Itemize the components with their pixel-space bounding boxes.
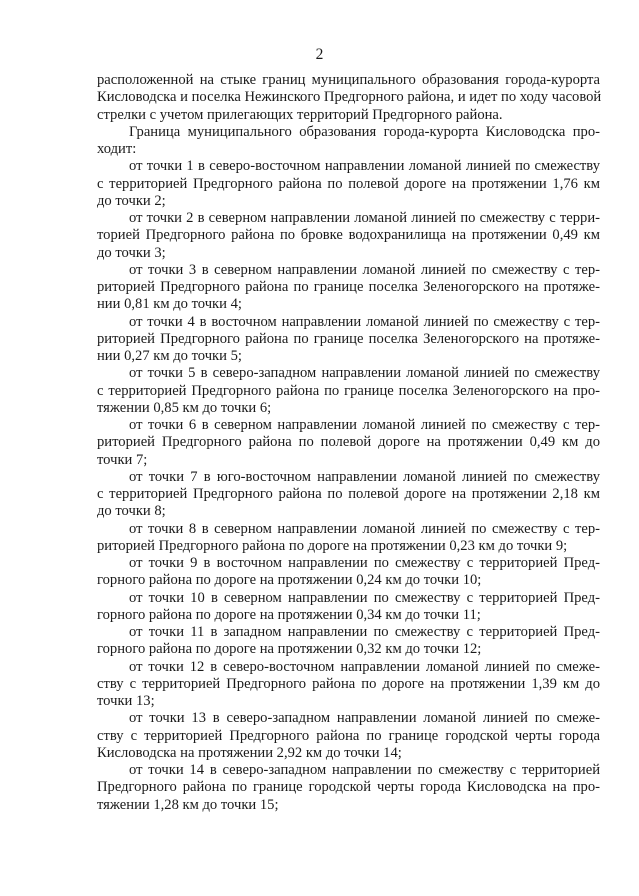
text-line: от точки 7 в юго-восточном направлении ломаной линией по смежеству [129, 468, 600, 485]
text-line: с территорией Предгорного района по полевой дороге на протяжении 2,18 км [97, 486, 600, 502]
text-line: горного района по дороге на протяжении 0,32 км до точки 12; [97, 641, 482, 658]
text-line: Граница муниципального образования города-курорта Кисловодска про- [129, 123, 600, 140]
text-line: до точки 2; [97, 192, 166, 209]
text-line: Кисловодска и поселка Нежинского Предгорного района, и идет по ходу часовой [97, 89, 602, 106]
text-line: риторией Предгорного района по полевой дороге на протяжении 0,49 км до [97, 434, 600, 451]
text-line: от точки 5 в северо-западном направлении ломаной линией по смежеству [129, 365, 600, 382]
text-line: от точки 13 в северо-западном направлении ломаной линией по смеже- [129, 710, 600, 727]
text-line: стрелки с учетом прилегающих территорий Предгорного района. [97, 106, 503, 123]
text-line: торией Предгорного района по бровке водохранилища на протяжении 0,49 км [97, 227, 600, 244]
text-line: с территорией Предгорного района по полевой дороге на протяжении 1,76 км [97, 175, 600, 192]
text-line: от точки 8 в северном направлении ломаной линией по смежеству с тер- [129, 520, 600, 537]
text-line: от точки 1 в северо-восточном направлении ломаной линией по смежеству [129, 158, 600, 175]
text-line: риторией Предгорного района по дороге на протяжении 0,23 км до точки 9; [97, 537, 568, 554]
text-line: от точки 9 в восточном направлении по смежеству с территорией Пред- [129, 555, 600, 571]
text-line: риторией Предгорного района по границе поселка Зеленогорского на протяже- [97, 279, 600, 295]
text-line: от точки 3 в северном направлении ломаной линией по смежеству с тер- [129, 261, 600, 278]
text-line: точки 13; [97, 693, 155, 709]
text-line: ству с территорией Предгорного района по дороге на протяжении 1,39 км до [97, 675, 600, 692]
text-line: нии 0,27 км до точки 5; [97, 348, 242, 364]
text-line: с территорией Предгорного района по границе поселка Зеленогорского на про- [97, 382, 600, 399]
text-line: до точки 8; [97, 503, 166, 520]
text-line: Предгорного района по границе городской черты города Кисловодска на про- [97, 779, 600, 796]
text-line: от точки 11 в западном направлении по смежеству с территорией Пред- [129, 624, 600, 640]
text-line: до точки 3; [97, 244, 166, 261]
text-line: горного района по дороге на протяжении 0,34 км до точки 11; [97, 606, 481, 623]
text-line: от точки 6 в северном направлении ломаной линией по смежеству с тер- [129, 417, 600, 433]
text-line: от точки 12 в северо-восточном направлении ломаной линией по смеже- [129, 658, 600, 675]
text-line: риторией Предгорного района по границе поселка Зеленогорского на протяже- [97, 330, 600, 347]
page-number: 2 [315, 46, 324, 63]
text-line: Кисловодска на протяжении 2,92 км до точки 14; [97, 744, 402, 761]
text-line: нии 0,81 км до точки 4; [97, 296, 242, 313]
text-line: ходит: [97, 141, 137, 157]
text-line: от точки 2 в северном направлении ломаной линией по смежеству с терри- [129, 210, 600, 226]
text-line: от точки 14 в северо-западном направлении по смежеству с территорией [129, 762, 600, 778]
text-line: от точки 10 в северном направлении по смежеству с территорией Пред- [129, 589, 600, 606]
text-line: от точки 4 в восточном направлении ломаной линией по смежеству с тер- [129, 313, 600, 330]
document-body [97, 72, 600, 814]
text-line: тяжении 1,28 км до точки 15; [97, 796, 279, 813]
text-line: горного района по дороге на протяжении 0,24 км до точки 10; [97, 572, 482, 589]
text-line: ству с территорией Предгорного района по границе городской черты города [97, 727, 600, 744]
text-line: точки 7; [97, 451, 148, 468]
text-line: расположенной на стыке границ муниципального образования города-курорта [97, 72, 600, 88]
text-line: тяжении 0,85 км до точки 6; [97, 399, 272, 416]
